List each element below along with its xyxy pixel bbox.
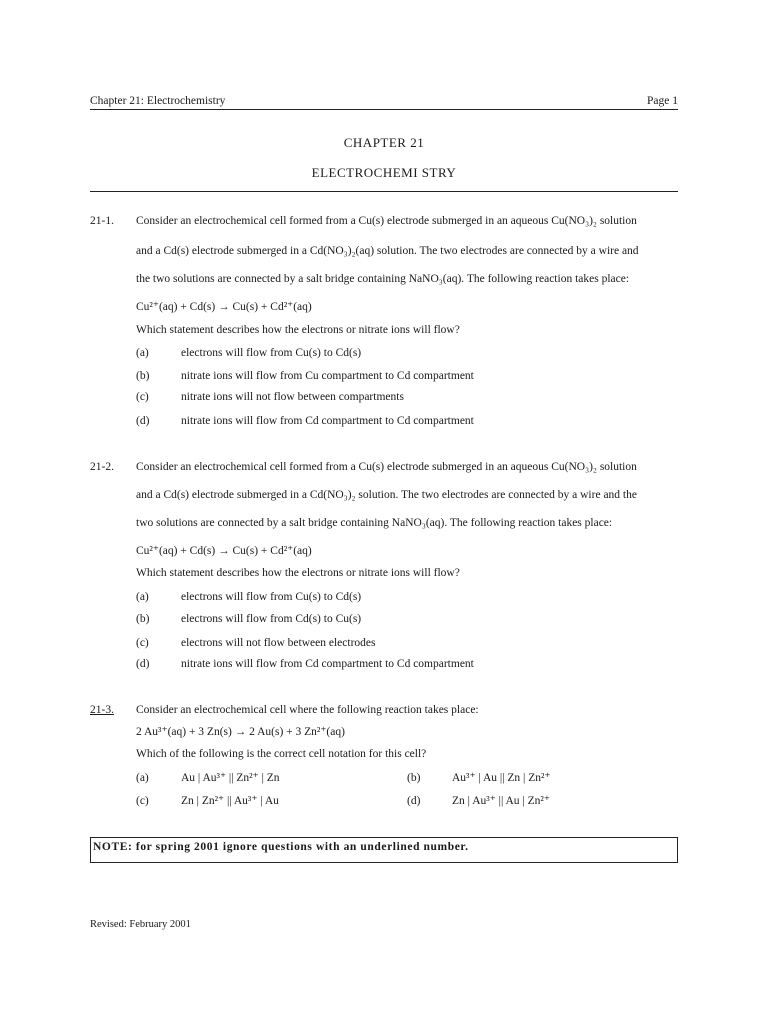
- option-text: Au³⁺ | Au || Zn | Zn²⁺: [452, 772, 551, 784]
- question-prompt: Which statement describes how the electrons or nitrate ions will flow?: [136, 324, 460, 336]
- note-text: NOTE: for spring 2001 ignore questions with an underlined number.: [93, 841, 469, 853]
- title-rule: [90, 191, 678, 192]
- question-stem-line: and a Cd(s) electrode submerged in a Cd(NO₃)₂(aq) solution. The two electrodes are connected by a wire and: [136, 245, 639, 257]
- option-text: Zn | Zn²⁺ || Au³⁺ | Au: [181, 795, 279, 807]
- option-text: electrons will not flow between electrodes: [181, 637, 376, 649]
- question-stem-line: and a Cd(s) electrode submerged in a Cd(NO₃)₂ solution. The two electrodes are connected by a wire and the: [136, 489, 637, 501]
- option-text: nitrate ions will flow from Cd compartment to Cd compartment: [181, 415, 474, 427]
- question-number-underlined: 21-3.: [90, 704, 114, 716]
- question-prompt: Which of the following is the correct cell notation for this cell?: [136, 748, 427, 760]
- header-rule: [90, 109, 678, 110]
- reaction-equation: 2 Au³⁺(aq) + 3 Zn(s) → 2 Au(s) + 3 Zn²⁺(aq): [136, 726, 345, 738]
- reaction-equation: Cu²⁺(aq) + Cd(s) → Cu(s) + Cd²⁺(aq): [136, 545, 312, 557]
- page-number: Page 1: [647, 95, 678, 107]
- option-label: (a): [136, 347, 149, 359]
- option-text: nitrate ions will not flow between compartments: [181, 391, 404, 403]
- option-label: (d): [136, 658, 150, 670]
- option-label: (a): [136, 591, 149, 603]
- running-header-left: Chapter 21: Electrochemistry: [90, 95, 226, 107]
- option-text: Au | Au³⁺ || Zn²⁺ | Zn: [181, 772, 280, 784]
- option-label: (d): [407, 795, 421, 807]
- question-stem-line: the two solutions are connected by a salt bridge containing NaNO₃(aq). The following reaction takes place:: [136, 273, 630, 285]
- revision-footer: Revised: February 2001: [90, 919, 191, 930]
- option-text: electrons will flow from Cd(s) to Cu(s): [181, 613, 362, 625]
- option-text: electrons will flow from Cu(s) to Cd(s): [181, 347, 362, 359]
- option-text: nitrate ions will flow from Cd compartment to Cd compartment: [181, 658, 474, 670]
- option-label: (d): [136, 415, 150, 427]
- question-number: 21-2.: [90, 461, 114, 473]
- option-label: (b): [136, 370, 150, 382]
- chapter-subtitle: ELECTROCHEMI STRY: [311, 165, 457, 180]
- option-label: (b): [407, 772, 421, 784]
- chapter-title: CHAPTER 21: [343, 135, 425, 150]
- question-prompt: Which statement describes how the electrons or nitrate ions will flow?: [136, 567, 460, 579]
- question-number: 21-1.: [90, 215, 114, 227]
- question-stem-line: Consider an electrochemical cell where the following reaction takes place:: [136, 704, 479, 716]
- note-box: [90, 837, 678, 863]
- question-stem-line: two solutions are connected by a salt bridge containing NaNO₃(aq). The following reaction takes place:: [136, 517, 613, 529]
- reaction-equation: Cu²⁺(aq) + Cd(s) → Cu(s) + Cd²⁺(aq): [136, 301, 312, 313]
- question-stem-line: Consider an electrochemical cell formed from a Cu(s) electrode submerged in an aqueous Cu(NO₃)₂ solution: [136, 215, 637, 227]
- option-label: (c): [136, 795, 149, 807]
- option-text: Zn | Au³⁺ || Au | Zn²⁺: [452, 795, 550, 807]
- option-label: (c): [136, 637, 149, 649]
- option-text: nitrate ions will flow from Cu compartment to Cd compartment: [181, 370, 474, 382]
- option-label: (b): [136, 613, 150, 625]
- option-label: (a): [136, 772, 149, 784]
- question-stem-line: Consider an electrochemical cell formed from a Cu(s) electrode submerged in an aqueous Cu(NO₃)₂ solution: [136, 461, 637, 473]
- option-label: (c): [136, 391, 149, 403]
- option-text: electrons will flow from Cu(s) to Cd(s): [181, 591, 362, 603]
